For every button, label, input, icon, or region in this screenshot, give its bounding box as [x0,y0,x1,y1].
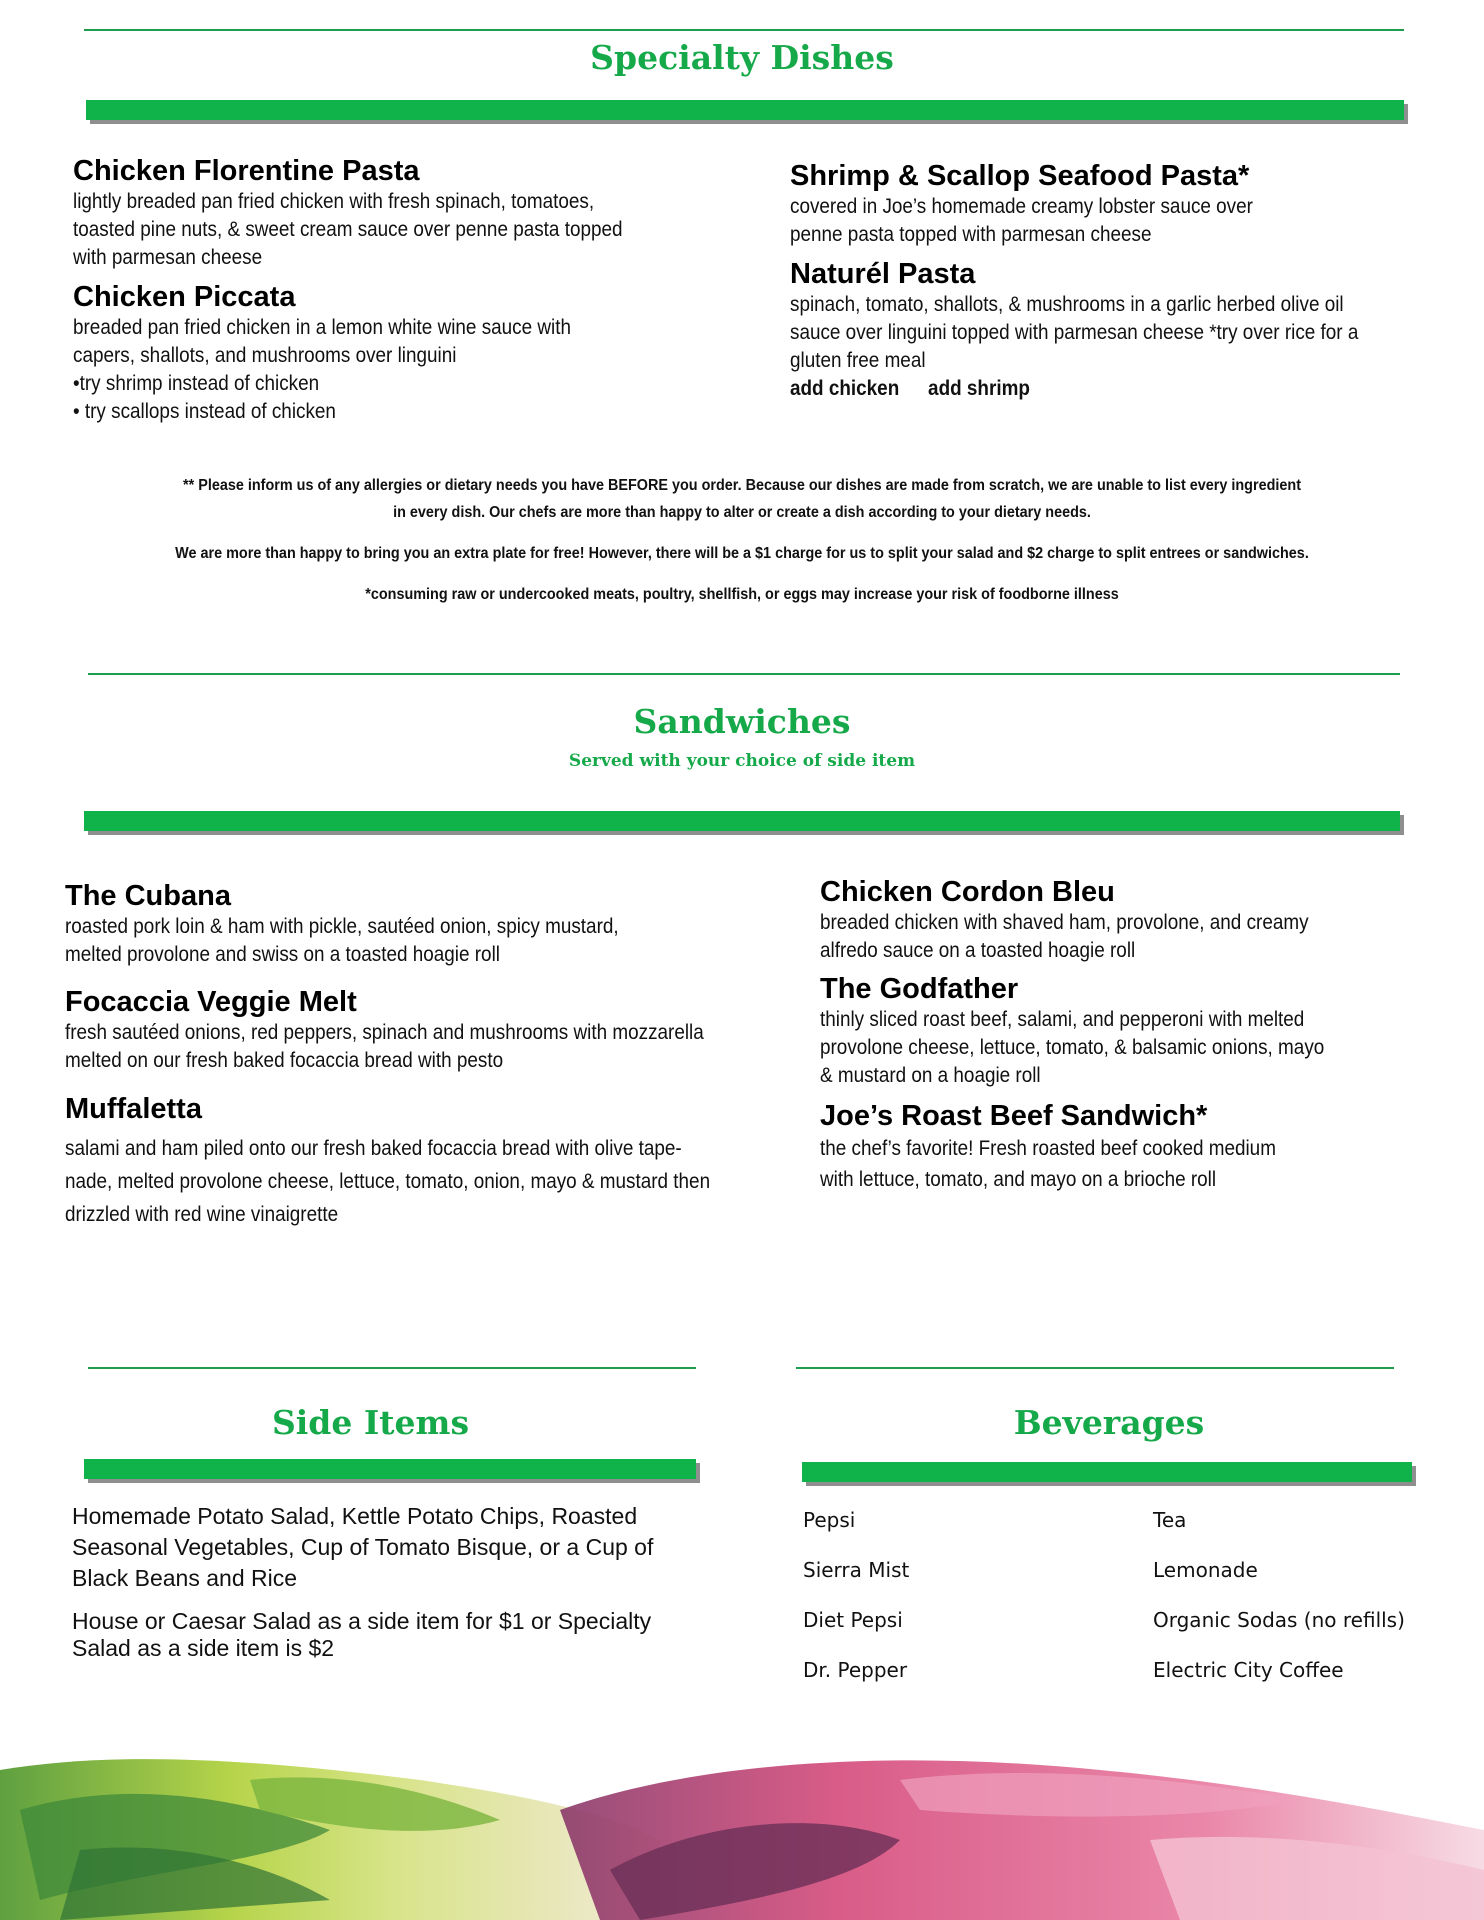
specialty-banner-bar [86,100,1404,120]
item-name: Chicken Cordon Bleu [820,876,1115,908]
sides-line: House or Caesar Salad as a side item for $1 or Specialty [72,1608,652,1634]
allergy-note [110,472,1374,526]
menu-item [65,986,765,1075]
item-desc: melted provolone and swiss on a toasted hoagie roll [65,943,500,966]
sides-line: Seasonal Vegetables, Cup of Tomato Bisque, or a Cup of [72,1534,654,1560]
item-desc: •try shrimp instead of chicken [73,372,320,395]
menu-item [820,1100,1440,1195]
item-desc: penne pasta topped with parmesan cheese [790,223,1152,246]
item-desc: fresh sautéed onions, red peppers, spinach and mushrooms with mozzarella [65,1021,704,1044]
menu-item [65,880,765,969]
vegetable-banner-image [0,1750,1484,1920]
item-name: Focaccia Veggie Melt [65,986,357,1018]
sides-line: Salad as a side item is $2 [72,1635,335,1661]
beverage-item: Organic Sodas (no refills) [1153,1608,1405,1632]
item-name: Joe’s Roast Beef Sandwich* [820,1100,1208,1132]
item-desc: lightly breaded pan fried chicken with fresh spinach, tomatoes, [73,190,595,213]
item-desc: drizzled with red wine vinaigrette [65,1203,339,1226]
sandwiches-right-column [820,876,1440,1195]
beverage-item: Tea [1153,1508,1187,1532]
menu-item [73,155,753,272]
addon-shrimp: add shrimp [928,377,1030,400]
item-name: The Cubana [65,880,231,912]
item-desc: capers, shallots, and mushrooms over linguini [73,344,457,367]
item-desc: roasted pork loin & ham with pickle, sautéed onion, spicy mustard, [65,915,619,938]
menu-item [73,281,753,426]
item-name: Naturél Pasta [790,258,976,290]
beverages-top-rule [796,1367,1394,1369]
menu-item [790,160,1430,249]
allergy-note-line-2: in every dish. Our chefs are more than happy to alter or create a dish according to your dietary needs. [393,504,1091,521]
item-desc: alfredo sauce on a toasted hoagie roll [820,939,1136,962]
item-desc: spinach, tomato, shallots, & mushrooms in a garlic herbed olive oil [790,293,1344,316]
menu-item [65,1093,765,1231]
beverages-banner-bar [802,1462,1412,1482]
sides-banner-bar [84,1459,696,1479]
sandwiches-banner-bar [84,811,1400,831]
sides-list [72,1501,712,1662]
addon-line [790,375,1366,403]
sandwiches-left-column [65,880,765,1231]
item-desc: with parmesan cheese [73,246,263,269]
item-desc: nade, melted provolone cheese, lettuce, tomato, onion, mayo & mustard then [65,1170,711,1193]
beverage-item: Lemonade [1153,1558,1258,1582]
sandwiches-top-rule [88,673,1400,675]
menu-item [790,258,1430,403]
vegetable-illustration [0,1750,1484,1920]
allergy-note-line-1: ** Please inform us of any allergies or dietary needs you have BEFORE you order. Because our dishes are made from scratch, we are unable to list every ingredient [183,477,1301,494]
item-name: The Godfather [820,973,1019,1005]
item-desc: breaded chicken with shaved ham, provolone, and creamy [820,911,1309,934]
beverage-item: Dr. Pepper [803,1658,908,1682]
addon-chicken: add chicken [790,377,900,400]
item-name: Shrimp & Scallop Seafood Pasta* [790,160,1250,192]
specialty-left-column [73,155,753,426]
item-desc: sauce over linguini topped with parmesan cheese *try over rice for a [790,321,1359,344]
item-desc: thinly sliced roast beef, salami, and pepperoni with melted [820,1008,1305,1031]
raw-warning: *consuming raw or undercooked meats, poultry, shellfish, or eggs may increase your risk of foodborne illness [365,586,1119,603]
split-note: We are more than happy to bring you an extra plate for free! However, there will be a $1 charge for us to split your salad and $2 charge to split entrees or sandwiches. [175,545,1309,562]
item-desc: with lettuce, tomato, and mayo on a brioche roll [820,1168,1217,1191]
menu-item [820,973,1440,1090]
item-desc: toasted pine nuts, & sweet cream sauce over penne pasta topped [73,218,623,241]
item-name: Muffaletta [65,1093,202,1125]
item-desc: the chef’s favorite! Fresh roasted beef cooked medium [820,1137,1276,1160]
menu-item [820,876,1440,965]
item-desc: • try scallops instead of chicken [73,400,336,423]
item-desc: provolone cheese, lettuce, tomato, & balsamic onions, mayo [820,1036,1325,1059]
sides-line: Homemade Potato Salad, Kettle Potato Chips, Roasted [72,1503,638,1529]
item-name: Chicken Piccata [73,281,296,313]
item-desc: & mustard on a hoagie roll [820,1064,1041,1087]
beverage-item: Diet Pepsi [803,1608,903,1632]
item-desc: breaded pan fried chicken in a lemon white wine sauce with [73,316,571,339]
specialty-title: Specialty Dishes [590,38,894,77]
beverages-title: Beverages [1013,1403,1205,1442]
beverage-item: Pepsi [803,1508,856,1532]
item-desc: covered in Joe’s homemade creamy lobster sauce over [790,195,1253,218]
item-desc: melted on our fresh baked focaccia bread with pesto [65,1049,504,1072]
sides-line: Black Beans and Rice [72,1565,298,1591]
beverage-item: Electric City Coffee [1153,1658,1344,1682]
sandwiches-title: Sandwiches [633,702,851,741]
beverage-item: Sierra Mist [803,1558,910,1582]
specialty-top-rule [84,29,1404,31]
item-desc: salami and ham piled onto our fresh baked focaccia bread with olive tape- [65,1137,682,1160]
item-name: Chicken Florentine Pasta [73,155,420,187]
item-desc: gluten free meal [790,349,926,372]
sides-top-rule [88,1367,696,1369]
specialty-right-column [790,160,1430,403]
sandwiches-subtitle: Served with your choice of side item [568,751,916,771]
sides-title: Side Items [271,1403,470,1442]
